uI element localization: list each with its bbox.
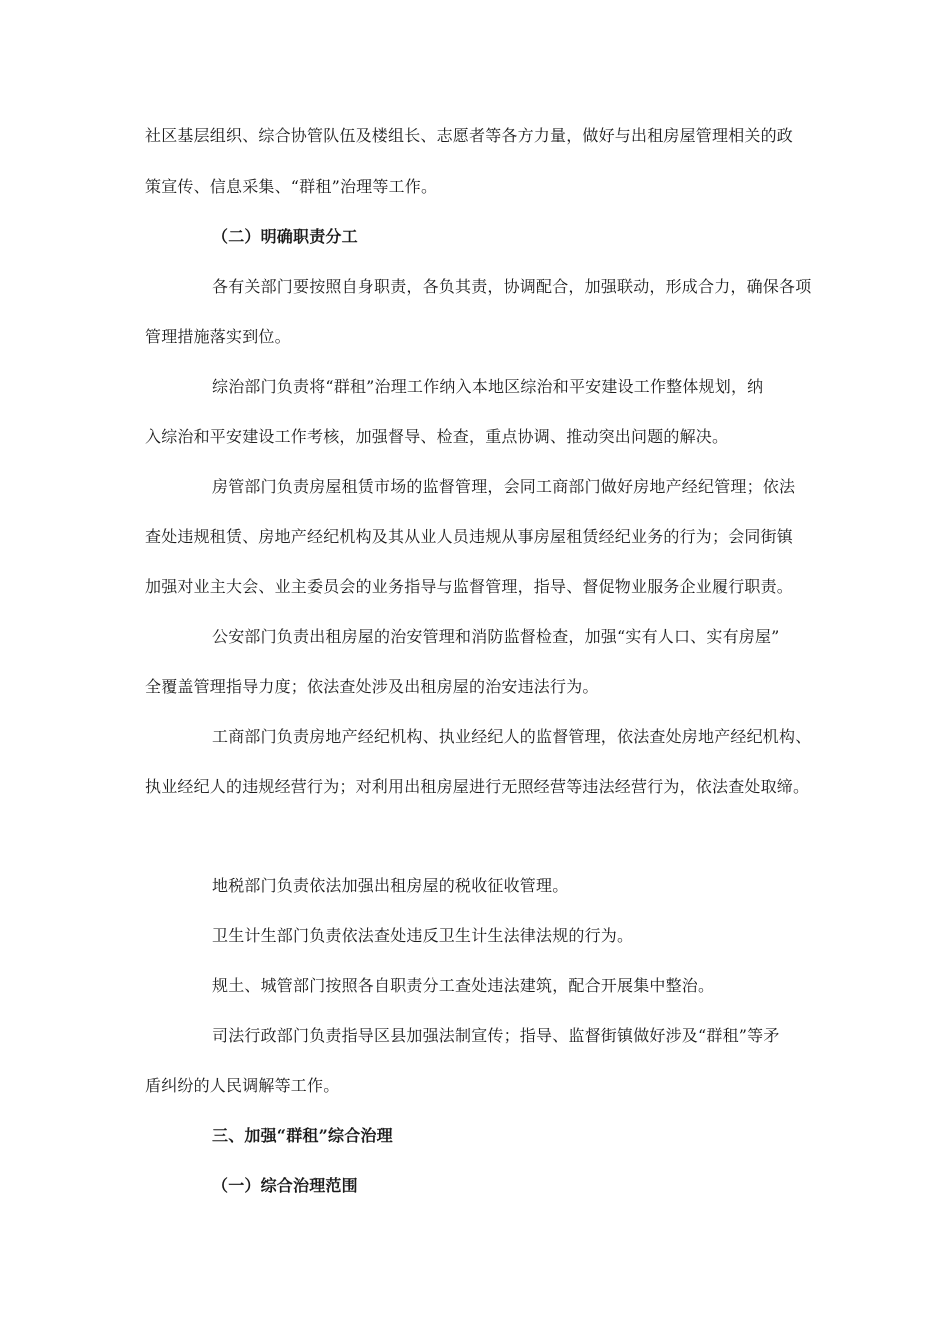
section-heading: （二）明确职责分工	[212, 227, 358, 246]
paragraph-line: 地税部门负责依法加强出租房屋的税收征收管理。	[212, 876, 569, 895]
section-heading: 三、加强“群租”综合治理	[212, 1126, 393, 1145]
paragraph-line: 盾纠纷的人民调解等工作。	[145, 1076, 340, 1095]
paragraph-line: 规土、城管部门按照各自职责分工查处违法建筑，配合开展集中整治。	[212, 976, 715, 995]
paragraph-line: 综治部门负责将“群租”治理工作纳入本地区综治和平安建设工作整体规划，纳	[212, 377, 764, 396]
paragraph-line: 入综治和平安建设工作考核，加强督导、检查，重点协调、推动突出问题的解决。	[145, 427, 729, 446]
paragraph-line: 卫生计生部门负责依法查处违反卫生计生法律法规的行为。	[212, 926, 634, 945]
paragraph-line: 司法行政部门负责指导区县加强法制宣传；指导、监督街镇做好涉及“群租”等矛	[212, 1026, 780, 1045]
paragraph-line: 策宣传、信息采集、“群租”治理等工作。	[145, 177, 438, 196]
paragraph-line: 社区基层组织、综合协管队伍及楼组长、志愿者等各方力量，做好与出租房屋管理相关的政	[145, 126, 794, 145]
paragraph-line: 查处违规租赁、房地产经纪机构及其从业人员违规从事房屋租赁经纪业务的行为；会同街镇	[145, 527, 794, 546]
section-heading: （一）综合治理范围	[212, 1176, 358, 1195]
paragraph-line: 房管部门负责房屋租赁市场的监督管理，会同工商部门做好房地产经纪管理；依法	[212, 477, 796, 496]
paragraph-line: 加强对业主大会、业主委员会的业务指导与监督管理，指导、督促物业服务企业履行职责。	[145, 577, 794, 596]
paragraph-line: 管理措施落实到位。	[145, 327, 291, 346]
paragraph-line: 公安部门负责出租房屋的治安管理和消防监督检查，加强“实有人口、实有房屋”	[212, 627, 780, 646]
paragraph-line: 各有关部门要按照自身职责，各负其责，协调配合，加强联动，形成合力，确保各项	[212, 277, 812, 296]
paragraph-line: 执业经纪人的违规经营行为；对利用出租房屋进行无照经营等违法经营行为，依法查处取缔。	[145, 777, 810, 796]
paragraph-line: 全覆盖管理指导力度；依法查处涉及出租房屋的治安违法行为。	[145, 677, 599, 696]
paragraph-line: 工商部门负责房地产经纪机构、执业经纪人的监督管理，依法查处房地产经纪机构、	[212, 727, 812, 746]
